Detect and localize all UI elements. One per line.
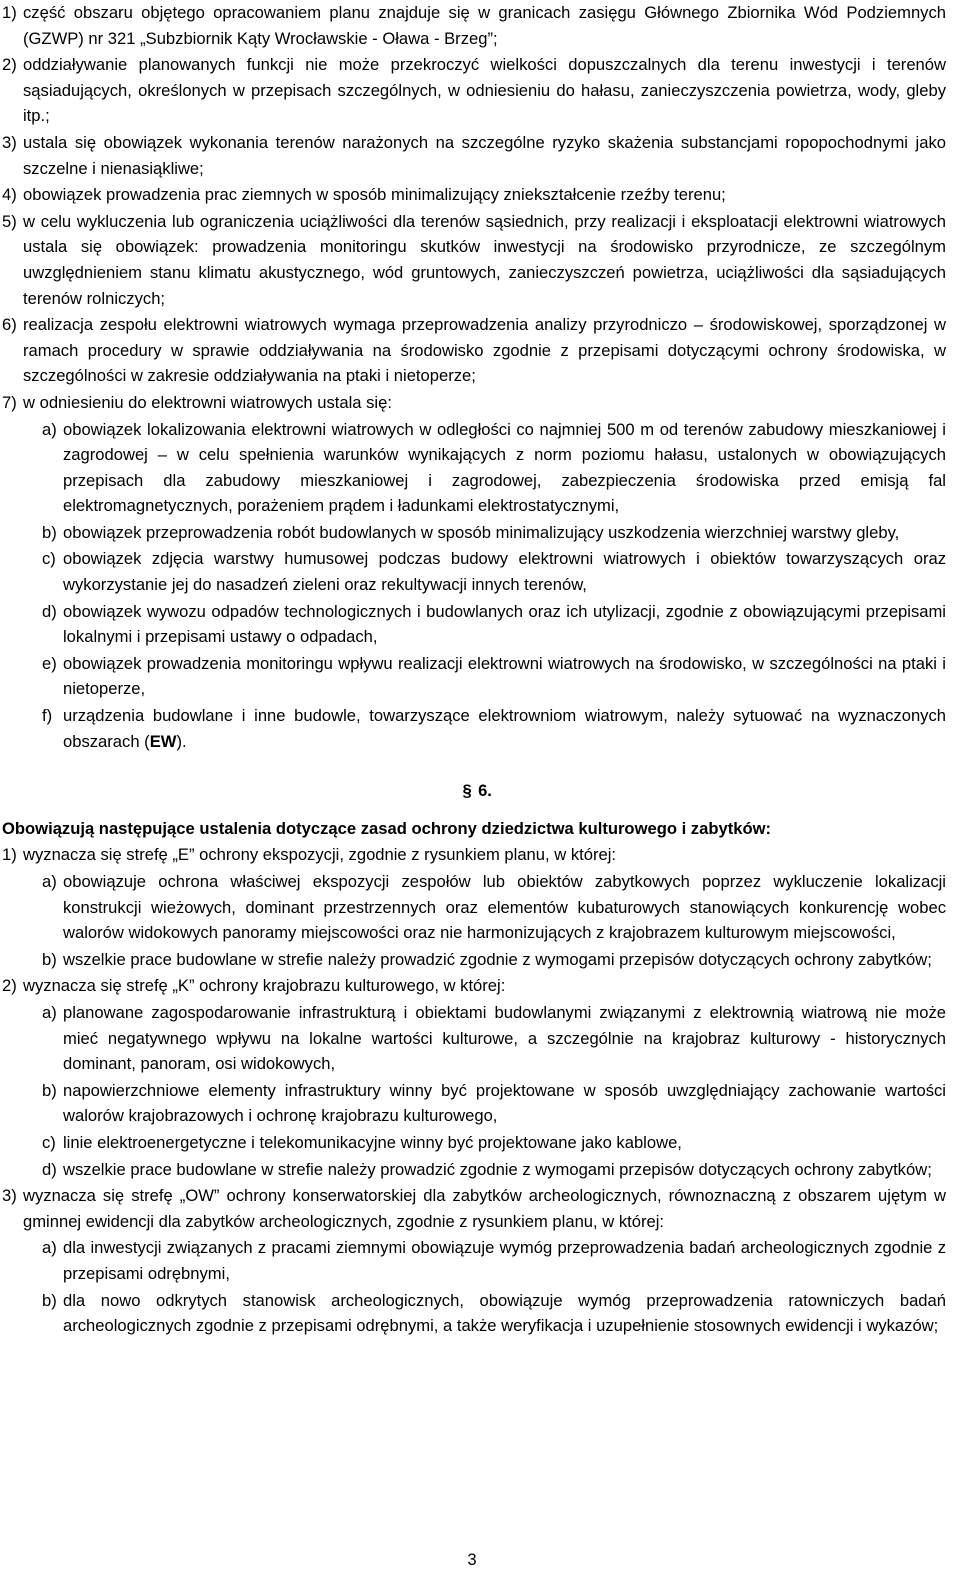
sub-item-text-part: ). bbox=[176, 731, 187, 751]
sub-item-text: obowiązek wywozu odpadów technologicznych i budowlanych oraz ich utylizacji, zgodnie z obowiązującymi przepisami lokalnymi i przepisami ustawy o odpadach, bbox=[63, 601, 946, 647]
sub-item-letter: b) bbox=[42, 522, 57, 542]
item-text: obowiązek prowadzenia prac ziemnych w sposób minimalizujący zniekształcenie rzeźby terenu; bbox=[23, 185, 726, 205]
list-item bbox=[2, 1183, 946, 1234]
sub-item-text-part: urządzenia budowlane i inne budowle, towarzyszące elektrowniom wiatrowym, należy sytuować na wyznaczonych obszarach ( bbox=[63, 706, 946, 751]
sub-item-text: planowane zagospodarowanie infrastrukturą i obiektami budowlanymi związanymi z elektrownią wiatrową nie może mieć negatywnego wpływu na lokalne wartości kulturowe, a szczególnie na krajobraz kulturowy - historycznych dominant, panoram, osi widokowych, bbox=[63, 1002, 946, 1074]
sub-list-item bbox=[2, 869, 946, 946]
section5-list bbox=[2, 0, 946, 754]
list-item bbox=[2, 973, 946, 999]
sub-item-letter: c) bbox=[42, 549, 56, 569]
sub-item-letter: a) bbox=[42, 1238, 57, 1258]
sub-list-item bbox=[2, 1288, 946, 1339]
sub-item-letter: a) bbox=[42, 419, 57, 439]
sub-item-text: dla inwestycji związanych z pracami ziemnymi obowiązuje wymóg przeprowadzenia badań archeologicznych zgodnie z przepisami odrębnymi, bbox=[63, 1238, 946, 1283]
sub-item-letter: c) bbox=[42, 1132, 56, 1152]
sub-item-text: obowiązuje ochrona właściwej ekspozycji zespołów lub obiektów zabytkowych poprzez wykluczenie lokalizacji konstrukcji wieżowych, dominant przestrzennych oraz elementów kubaturowych stanowiących konkurencję wobec walorów widokowych panoramy miejscowości oraz nie harmonizujących z krajobrazem kulturowym miejscowości, bbox=[63, 872, 946, 943]
list-item bbox=[2, 52, 946, 129]
list-item bbox=[2, 130, 946, 181]
sub-item-letter: b) bbox=[42, 1080, 57, 1100]
sub-list-item bbox=[2, 546, 946, 597]
list-item bbox=[2, 209, 946, 311]
item-number: 6) bbox=[2, 315, 17, 335]
item-number: 2) bbox=[2, 55, 17, 75]
item-number: 4) bbox=[2, 185, 17, 205]
item-text: w odniesieniu do elektrowni wiatrowych ustala się: bbox=[23, 392, 392, 412]
section6-list bbox=[2, 842, 946, 1338]
item-number: 7) bbox=[2, 392, 17, 412]
sub-list-item bbox=[2, 703, 946, 754]
sub-item-text: obowiązek przeprowadzenia robót budowlanych w sposób minimalizujący uszkodzenia wierzchniej warstwy gleby, bbox=[63, 522, 900, 542]
item-text: ustala się obowiązek wykonania terenów narażonych na szczególne ryzyko skażenia substancjami ropopochodnymi jako szczelne i nienasiąkliwe; bbox=[23, 132, 946, 178]
sub-list-item bbox=[2, 651, 946, 702]
sub-list-item bbox=[2, 1000, 946, 1077]
sub-item-text: linie elektroenergetyczne i telekomunikacyjne winny być projektowane jako kablowe, bbox=[63, 1132, 682, 1152]
section-heading: Obowiązują następujące ustalenia dotyczące zasad ochrony dziedzictwa kulturowego i zabytków: bbox=[2, 818, 772, 838]
sub-item-text: obowiązek zdjęcia warstwy humusowej podczas budowy elektrowni wiatrowych i obiektów towarzyszących oraz wykorzystanie jej do nasadzeń zieleni oraz rekultywacji innych terenów, bbox=[63, 549, 946, 595]
zone-code-ew: EW bbox=[149, 731, 177, 751]
sub-item-letter: e) bbox=[42, 653, 57, 673]
item-text: realizacja zespołu elektrowni wiatrowych wymaga przeprowadzenia analizy przyrodniczo – środowiskowej, sporządzonej w ramach procedury w sprawie oddziaływania na środowisko zgodnie z przepisami dotyczącymi ochrony środowiska, w szczególności w zakresie oddziaływania na ptaki i nietoperze; bbox=[23, 315, 946, 386]
sub-item-letter: b) bbox=[42, 1290, 57, 1310]
sub-list-item bbox=[2, 947, 946, 973]
sub-item-text: dla nowo odkrytych stanowisk archeologicznych, obowiązuje wymóg przeprowadzenia ratowniczych badań archeologicznych zgodnie z przepisami odrębnymi, a także weryfikacja i uzupełnienie stosownych ewidencji i wykazów; bbox=[63, 1290, 946, 1336]
sub-item-letter: a) bbox=[42, 872, 57, 891]
paragraph-symbol: § bbox=[462, 781, 472, 801]
sub-list-item bbox=[2, 599, 946, 650]
item-number: 5) bbox=[2, 211, 17, 231]
item-text: wyznacza się strefę „E” ochrony ekspozycji, zgodnie z rysunkiem planu, w której: bbox=[23, 845, 617, 865]
page-number: 3 bbox=[467, 1550, 477, 1569]
item-text: oddziaływanie planowanych funkcji nie może przekroczyć wielkości dopuszczalnych dla terenu inwestycji i terenów sąsiadujących, określonych w przepisach szczególnych, w odniesieniu do hałasu, zanieczyszczenia powietrza, wody, gleby itp.; bbox=[23, 55, 946, 126]
sub-item-text: wszelkie prace budowlane w strefie należy prowadzić zgodnie z wymogami przepisów dotyczących ochrony zabytków; bbox=[63, 1159, 932, 1179]
item-text: część obszaru objętego opracowaniem planu znajduje się w granicach zasięgu Głównego Zbiornika Wód Podziemnych (GZWP) nr 321 „Subzbiornik Kąty Wrocławskie - Oława - Brzeg”; bbox=[23, 3, 946, 48]
item-text: wyznacza się strefę „OW” ochrony konserwatorskiej dla zabytków archeologicznych, równoznaczną z obszarem ujętym w gminnej ewidencji dla zabytków archeologicznych, zgodnie z rysunkiem planu, w której: bbox=[23, 1186, 946, 1231]
list-item bbox=[2, 182, 946, 208]
sub-item-text: obowiązek lokalizowania elektrowni wiatrowych w odległości co najmniej 500 m od terenów zabudowy mieszkaniowej i zagrodowej – w celu spełnienia warunków wynikających z norm poziomu hałasu, ustalonych w obowiązujących przepisach dla zabudowy mieszkaniowej i zagrodowej, zabezpieczenia środowiska przed emisją fal elektromagnetycznych, porażeniem prądem i ładunkami elektrostatycznymi, bbox=[63, 419, 946, 516]
item-number: 1) bbox=[2, 845, 17, 865]
sub-list-item bbox=[2, 1130, 946, 1156]
sub-item-text: wszelkie prace budowlane w strefie należy prowadzić zgodnie z wymogami przepisów dotyczących ochrony zabytków; bbox=[63, 949, 932, 969]
sub-item-text: napowierzchniowe elementy infrastruktury winny być projektowane w sposób uwzględniający zachowanie wartości walorów krajobrazowych i ochronę krajobrazu kulturowego, bbox=[63, 1080, 946, 1126]
list-item bbox=[2, 0, 946, 51]
sub-item-letter: d) bbox=[42, 1159, 57, 1179]
sub-list-item bbox=[2, 417, 946, 519]
sub-list-item bbox=[2, 1078, 946, 1129]
item-text: wyznacza się strefę „K” ochrony krajobrazu kulturowego, w której: bbox=[23, 976, 506, 996]
list-item bbox=[2, 842, 946, 868]
section-number-value: 6. bbox=[478, 781, 492, 801]
sub-item-letter: a) bbox=[42, 1002, 57, 1022]
item-number: 1) bbox=[2, 3, 17, 22]
list-item bbox=[2, 390, 946, 416]
list-item bbox=[2, 312, 946, 389]
item-text: w celu wykluczenia lub ograniczenia uciążliwości dla terenów sąsiednich, przy realizacji i eksploatacji elektrowni wiatrowych ustala się obowiązek: prowadzenia monitoringu skutków inwestycji na środowisko przyrodnicze, ze szczególnym uwzględnieniem stanu klimatu akustycznego, wód gruntowych, zanieczyszczeń powietrza, uciążliwości dla sąsiadujących terenów rolniczych; bbox=[23, 211, 946, 308]
sub-item-letter: f) bbox=[42, 706, 53, 726]
sub-item-letter: d) bbox=[42, 601, 57, 621]
sub-item-text bbox=[63, 706, 946, 751]
sub-list-item bbox=[2, 1157, 946, 1183]
item-number: 3) bbox=[2, 1186, 17, 1206]
sub-list-item bbox=[2, 520, 946, 546]
sub-item-text: obowiązek prowadzenia monitoringu wpływu realizacji elektrowni wiatrowych na środowisko, w szczególności na ptaki i nietoperze, bbox=[63, 653, 946, 699]
sub-list-item bbox=[2, 1235, 946, 1286]
sub-item-letter: b) bbox=[42, 949, 57, 969]
section-number bbox=[2, 778, 946, 804]
document-content bbox=[2, 0, 946, 1340]
item-number: 2) bbox=[2, 976, 17, 996]
item-number: 3) bbox=[2, 132, 17, 152]
